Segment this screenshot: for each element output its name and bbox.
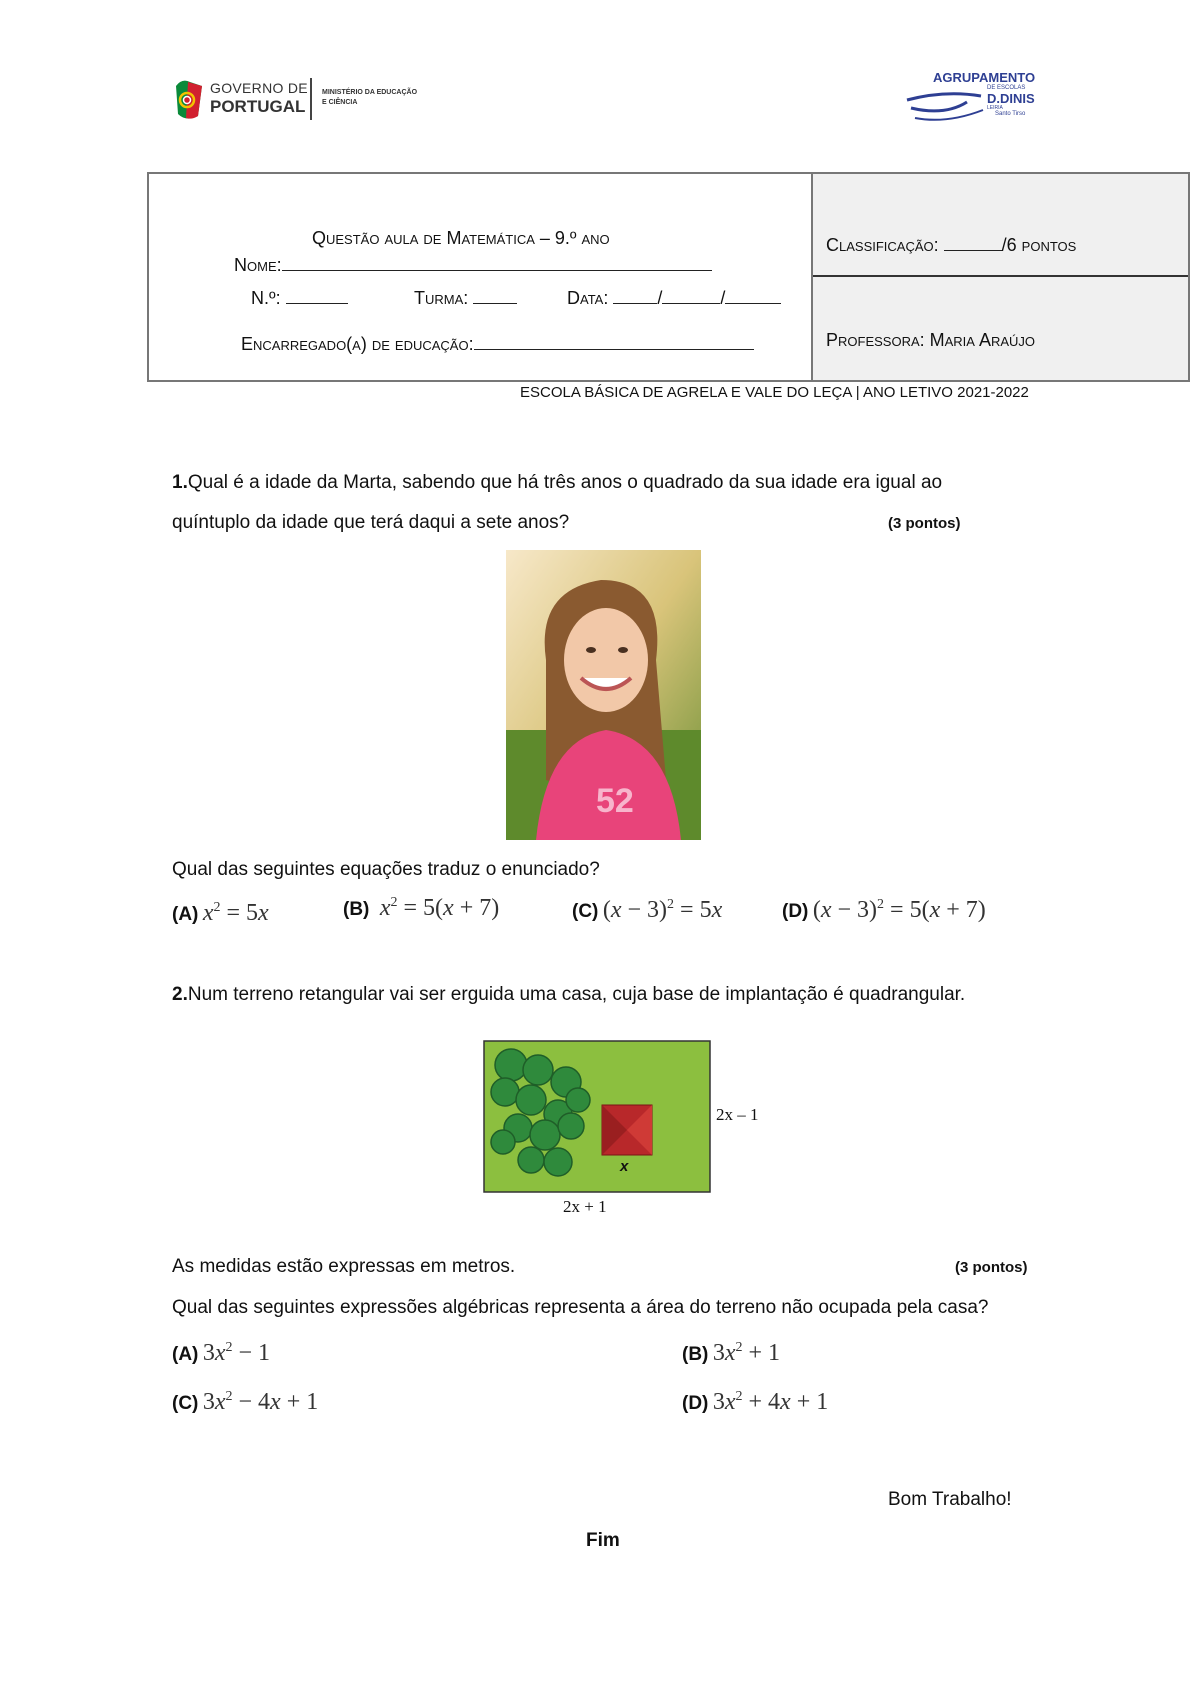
school-logo — [905, 70, 1040, 126]
encarregado-field[interactable] — [241, 333, 754, 355]
school-logo-line2: DE ESCOLAS — [987, 85, 1026, 91]
svg-text:52: 52 — [596, 782, 634, 820]
land-figure — [483, 1040, 711, 1193]
figure-bottom-label: 2x + 1 — [563, 1197, 607, 1216]
q2-units-note: As medidas estão expressas em metros. — [172, 1256, 516, 1277]
q2-subquestion: Qual das seguintes expressões algébricas representa a área do terreno não ocupada pela casa? — [172, 1297, 989, 1318]
end-text: Fim — [586, 1530, 620, 1551]
school-logo-line1: AGRUPAMENTO — [933, 70, 1036, 85]
figure-side-label: 2x – 1 — [716, 1105, 759, 1124]
q2-option-d[interactable] — [682, 1389, 828, 1416]
q1-line1 — [172, 472, 942, 494]
q2-option-b[interactable] — [682, 1340, 780, 1367]
option-label: (D) — [682, 1393, 709, 1414]
page-title: Questão aula de Matemática – 9.º ano — [312, 228, 610, 248]
box-divider — [813, 275, 1188, 277]
q1-subquestion: Qual das seguintes equações traduz o enunciado? — [172, 859, 600, 880]
school-logo-line3: D.DINIS — [987, 91, 1035, 106]
grading-box — [811, 172, 1190, 382]
q1-points: (3 pontos) — [888, 515, 961, 532]
numero-label: N.º: — [251, 288, 281, 308]
swoosh-icon — [905, 86, 985, 122]
expression: $3x^2 + 1$ — [712, 1340, 781, 1366]
expression: $3x^2 - 4x + 1$ — [202, 1389, 319, 1415]
equation: $(x - 3)^2 = 5(x + 7)$ — [812, 897, 986, 923]
gov-portugal-logo — [172, 76, 422, 126]
professora-text: Professora: Maria Araújo — [826, 330, 1036, 350]
date-separator: / — [657, 288, 663, 308]
equation: $(x - 3)^2 = 5x$ — [602, 897, 723, 923]
data-year-line[interactable] — [725, 287, 781, 304]
numero-field[interactable] — [251, 287, 348, 309]
student-info-box — [147, 172, 813, 382]
data-field[interactable] — [567, 287, 781, 309]
classificacao-field — [826, 234, 1076, 256]
closing-text: Bom Trabalho! — [888, 1489, 1012, 1510]
data-label: Data: — [567, 288, 609, 308]
q2-text: Num terreno retangular vai ser erguida uma casa, cuja base de implantação é quadrangular. — [187, 984, 966, 1005]
gov-logo-line2: PORTUGAL — [210, 97, 306, 116]
numero-input-line[interactable] — [286, 287, 348, 304]
encarregado-label: Encarregado(a) de educação: — [241, 334, 474, 354]
q2-number: 2. — [172, 984, 188, 1005]
school-logo-line4: LEIRIA — [987, 105, 1003, 111]
school-info-line: ESCOLA BÁSICA DE AGRELA E VALE DO LEÇA | ANO LETIVO 2021-2022 — [520, 384, 1029, 401]
q2-line — [172, 984, 965, 1006]
date-separator: / — [720, 288, 726, 308]
logo-divider — [310, 78, 312, 120]
option-label: (A) — [172, 904, 199, 925]
q1-number: 1. — [172, 472, 188, 493]
q1-text-line2: quíntuplo da idade que terá daqui a sete anos? — [172, 512, 570, 533]
turma-field[interactable] — [414, 287, 517, 309]
nome-input-line[interactable] — [282, 254, 712, 271]
nome-label: Nome: — [234, 255, 282, 275]
school-logo-line5: Santo Tirso — [995, 111, 1026, 117]
option-label: (C) — [572, 901, 599, 922]
q1-option-b[interactable] — [343, 895, 499, 922]
option-label: (D) — [782, 901, 809, 922]
expression: $3x^2 - 1$ — [202, 1340, 271, 1366]
turma-input-line[interactable] — [473, 287, 517, 304]
option-label: (A) — [172, 1344, 199, 1365]
ministry-line1: MINISTÉRIO DA EDUCAÇÃO — [322, 89, 418, 96]
option-label: (B) — [343, 899, 370, 920]
data-day-line[interactable] — [613, 287, 657, 304]
q2-option-c[interactable] — [172, 1389, 318, 1416]
expression: $3x^2 + 4x + 1$ — [712, 1389, 829, 1415]
q2-points: (3 pontos) — [955, 1259, 1028, 1276]
option-label: (C) — [172, 1393, 199, 1414]
equation: $x^2 = 5x$ — [202, 900, 269, 926]
turma-label: Turma: — [414, 288, 469, 308]
classificacao-value: /6 pontos — [1001, 235, 1077, 255]
portugal-flag-icon — [172, 76, 206, 122]
q1-option-a[interactable] — [172, 900, 269, 927]
classificacao-line — [944, 234, 1002, 251]
gov-logo-line1: GOVERNO DE — [210, 80, 308, 96]
q1-option-c[interactable] — [572, 897, 722, 924]
girl-photo — [506, 550, 701, 840]
q2-option-a[interactable] — [172, 1340, 270, 1367]
equation: $x^2 = 5(x + 7)$ — [379, 895, 500, 921]
ministry-line2: E CIÊNCIA — [322, 99, 358, 106]
classificacao-label: Classificação: — [826, 235, 939, 255]
q1-option-d[interactable] — [782, 897, 986, 924]
data-month-line[interactable] — [662, 287, 720, 304]
q1-text-line1: Qual é a idade da Marta, sabendo que há três anos o quadrado da sua idade era igual ao — [187, 472, 943, 493]
option-label: (B) — [682, 1344, 709, 1365]
encarregado-input-line[interactable] — [474, 333, 754, 350]
house-side-label: x — [620, 1158, 629, 1175]
nome-field[interactable] — [234, 254, 712, 276]
